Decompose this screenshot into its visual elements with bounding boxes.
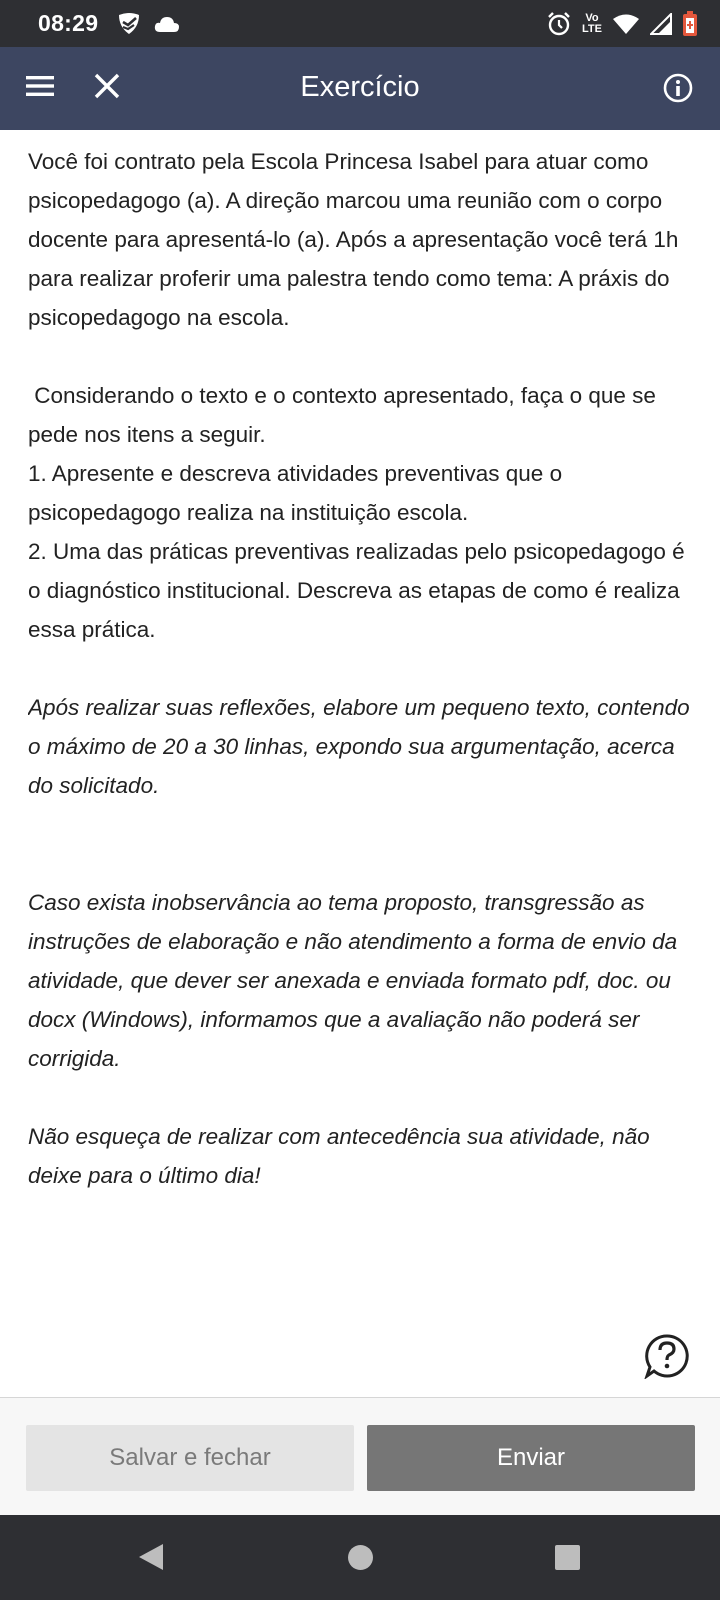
shield-check-icon	[116, 12, 142, 36]
statement-paragraph: Você foi contrato pela Escola Princesa Isabel para atuar como psicopedagogo (a). A direção marcou uma reunião com o corpo docente para apresentá-lo (a). Após a apresentação você terá 1h para realizar proferir uma palestra tendo como tema: A práxis do psicopedagogo na escola.	[28, 149, 679, 330]
volte-bottom-label: LTE	[582, 22, 602, 35]
info-icon	[662, 72, 694, 104]
warning-paragraph: Caso exista inobservância ao tema proposto, transgressão as instruções de elaboração e não atendimento a forma de envio da atividade, que dever ser anexada e enviada formato pdf, doc. ou docx (Windows), informamos que a avaliação não poderá ser corrigida.	[28, 890, 678, 1071]
status-time: 08:29	[38, 10, 99, 36]
info-button[interactable]	[662, 72, 696, 106]
status-bar	[0, 0, 720, 47]
help-button[interactable]	[644, 1333, 690, 1379]
app-bar	[0, 47, 720, 130]
battery-icon	[682, 11, 698, 37]
back-icon[interactable]	[136, 1542, 166, 1572]
alarm-icon	[546, 11, 572, 37]
guidance-paragraph: Após realizar suas reflexões, elabore um pequeno texto, contendo o máximo de 20 a 30 linhas, expondo sua argumentação, acerca do solicitado.	[28, 695, 690, 798]
help-icon	[644, 1333, 690, 1379]
question-item-1: 1. Apresente e descreva atividades preventivas que o psicopedagogo realiza na instituição escola.	[28, 461, 563, 525]
save-and-close-button[interactable]: Salvar e fechar	[26, 1425, 354, 1491]
reminder-paragraph: Não esqueça de realizar com antecedência sua atividade, não deixe para o último dia!	[28, 1124, 650, 1188]
volte-top-label: Vo	[585, 11, 599, 24]
footer-actions	[0, 1397, 720, 1515]
send-button[interactable]: Enviar	[367, 1425, 695, 1491]
cloud-icon	[154, 15, 180, 33]
volte-icon	[582, 13, 602, 35]
question-item-2: 2. Uma das práticas preventivas realizadas pelo psicopedagogo é o diagnóstico institucional. Descreva as etapas de como é realiza essa prática.	[28, 539, 685, 642]
exercise-content	[28, 142, 698, 1217]
recent-apps-icon[interactable]	[554, 1544, 581, 1571]
signal-icon	[650, 13, 672, 35]
system-navigation-bar	[0, 1515, 720, 1600]
page-title: Exercício	[300, 71, 420, 103]
wifi-icon	[612, 13, 640, 35]
instruction-paragraph: Considerando o texto e o contexto apresentado, faça o que se pede nos itens a seguir.	[28, 383, 663, 447]
home-icon[interactable]	[347, 1544, 374, 1571]
